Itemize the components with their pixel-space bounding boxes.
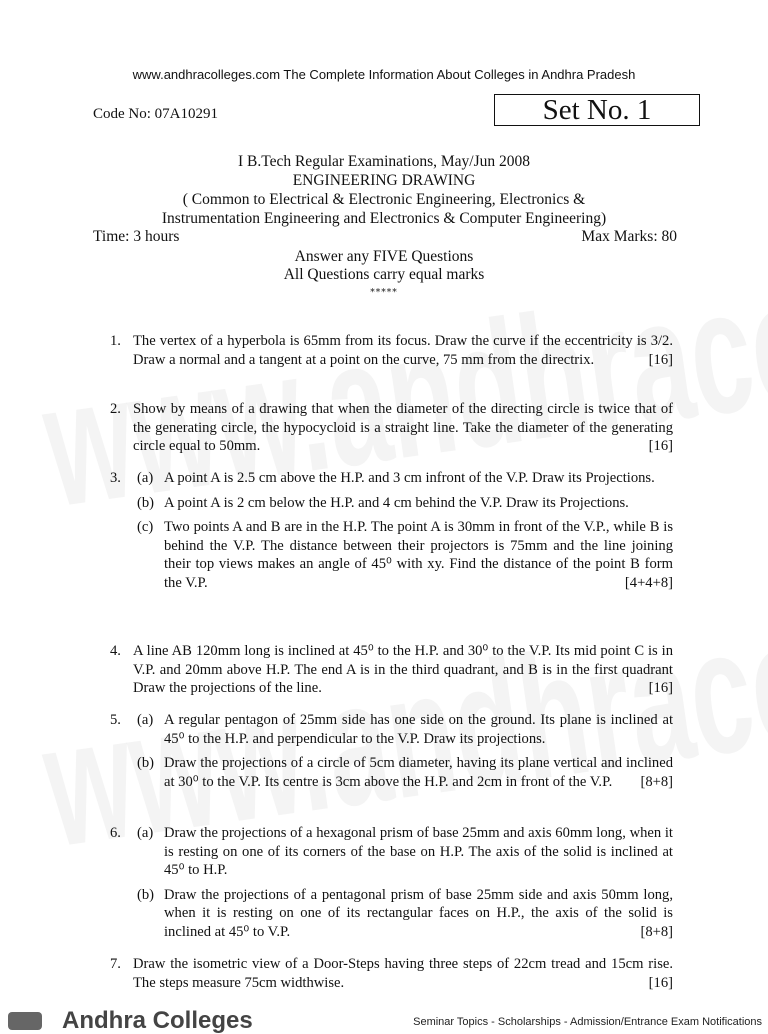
question-marks: [8+8] (640, 923, 673, 940)
exam-code: Code No: 07A10291 (93, 106, 218, 122)
part-label: (c) (137, 519, 154, 536)
footer-links[interactable]: Seminar Topics - Scholarships - Admission/Entrance Exam Notifications (413, 1016, 762, 1028)
part-label: (b) (137, 494, 155, 511)
logo-icon (8, 1012, 42, 1030)
question-4 (110, 642, 673, 698)
part-label: (a) (137, 825, 154, 841)
footer-banner (0, 1007, 768, 1034)
question-text: Show by means of a drawing that when the diameter of the directing circle is twice that of the generating circle, the hypocycloid is a straight line. Take the diameter of the generating circle equal to 50mm. (133, 401, 673, 455)
question-marks: [8+8] (640, 773, 673, 790)
question-2 (110, 400, 673, 456)
question-1 (110, 332, 673, 369)
question-6 (110, 824, 673, 942)
question-text: The vertex of a hyperbola is 65mm from its focus. Draw the curve if the eccentricity is 3/2. Draw a normal and a tangent at a point on the curve, 75 mm from the directrix. (133, 333, 673, 368)
part-text: A regular pentagon of 25mm side has one side on the ground. Its plane is inclined at 45⁰ to the H.P. and perpendicular to the V.P. Draw its projections. (164, 712, 673, 747)
separator-stars: ***** (370, 288, 398, 298)
exam-title: I B.Tech Regular Examinations, May/Jun 2008 (237, 153, 531, 170)
question-marks: [16] (648, 680, 673, 697)
question-7 (110, 955, 673, 992)
part-text: Draw the projections of a hexagonal prism of base 25mm and axis 60mm long, when it is resting on one of its corners of the base on H.P. The axis of the solid is inclined at 45⁰ to H.P. (164, 825, 673, 879)
exam-time: Time: 3 hours (93, 228, 180, 245)
question-text: A line AB 120mm long is inclined at 45⁰ to the H.P. and 30⁰ to the V.P. Its mid point C is in V.P. and 20mm above H.P. The end A is in the third quadrant, and B is in the first quadrant Draw the projections of the line. (133, 643, 673, 697)
site-header-line: www.andhracolleges.com The Complete Information About Colleges in Andhra Pradesh (132, 67, 636, 82)
question-5 (110, 711, 673, 791)
part-text: Two points A and B are in the H.P. The point A is 30mm in front of the V.P., while B is behind the V.P. The distance between their projectors is 75mm and the line joining their top views makes an angle of 45⁰ with xy. Find the distance of the point B form the V.P. (164, 519, 673, 591)
question-number: 7. (110, 956, 121, 972)
logo-name: Andhra Colleges (62, 1007, 253, 1034)
part-text: Draw the projections of a pentagonal prism of base 25mm side and axis 50mm long, when it is resting on one of its rectangular faces on H.P., the axis of the solid is inclined at 45⁰ to V.P. (164, 886, 673, 940)
question-number: 3. (110, 470, 121, 486)
set-number-box: Set No. 1 (494, 94, 700, 126)
question-marks: [16] (648, 351, 673, 368)
question-number: 2. (110, 401, 121, 417)
part-text: A point A is 2.5 cm above the H.P. and 3 cm infront of the V.P. Draw its Projections. (164, 470, 655, 486)
part-label: (a) (137, 712, 154, 728)
question-marks: [16] (648, 974, 673, 991)
common-branches-2: Instrumentation Engineering and Electronics & Computer Engineering) (161, 210, 607, 227)
part-label: (a) (137, 470, 154, 486)
part-label: (b) (137, 886, 155, 903)
instruction-answer: Answer any FIVE Questions (294, 248, 474, 265)
part-text: Draw the projections of a circle of 5cm diameter, having its plane vertical and inclined at 30⁰ to the V.P. Its centre is 3cm above the H.P. and 2cm in front of the V.P. (164, 755, 673, 790)
question-number: 1. (110, 333, 121, 349)
question-marks: [4+4+8] (624, 574, 673, 591)
question-text: Draw the isometric view of a Door-Steps having three steps of 22cm tread and 15cm rise. The steps measure 75cm widthwise. (133, 956, 673, 991)
question-number: 5. (110, 712, 121, 728)
subject-title: ENGINEERING DRAWING (292, 172, 476, 189)
part-text: A point A is 2 cm below the H.P. and 4 cm behind the V.P. Draw its Projections. (164, 494, 629, 511)
instruction-marks: All Questions carry equal marks (283, 266, 485, 283)
question-number: 4. (110, 643, 121, 659)
part-label: (b) (137, 755, 155, 772)
common-branches-1: ( Common to Electrical & Electronic Engineering, Electronics & (182, 191, 586, 208)
question-3 (110, 469, 673, 593)
max-marks: Max Marks: 80 (581, 228, 677, 245)
question-number: 6. (110, 825, 121, 841)
question-marks: [16] (648, 438, 673, 455)
